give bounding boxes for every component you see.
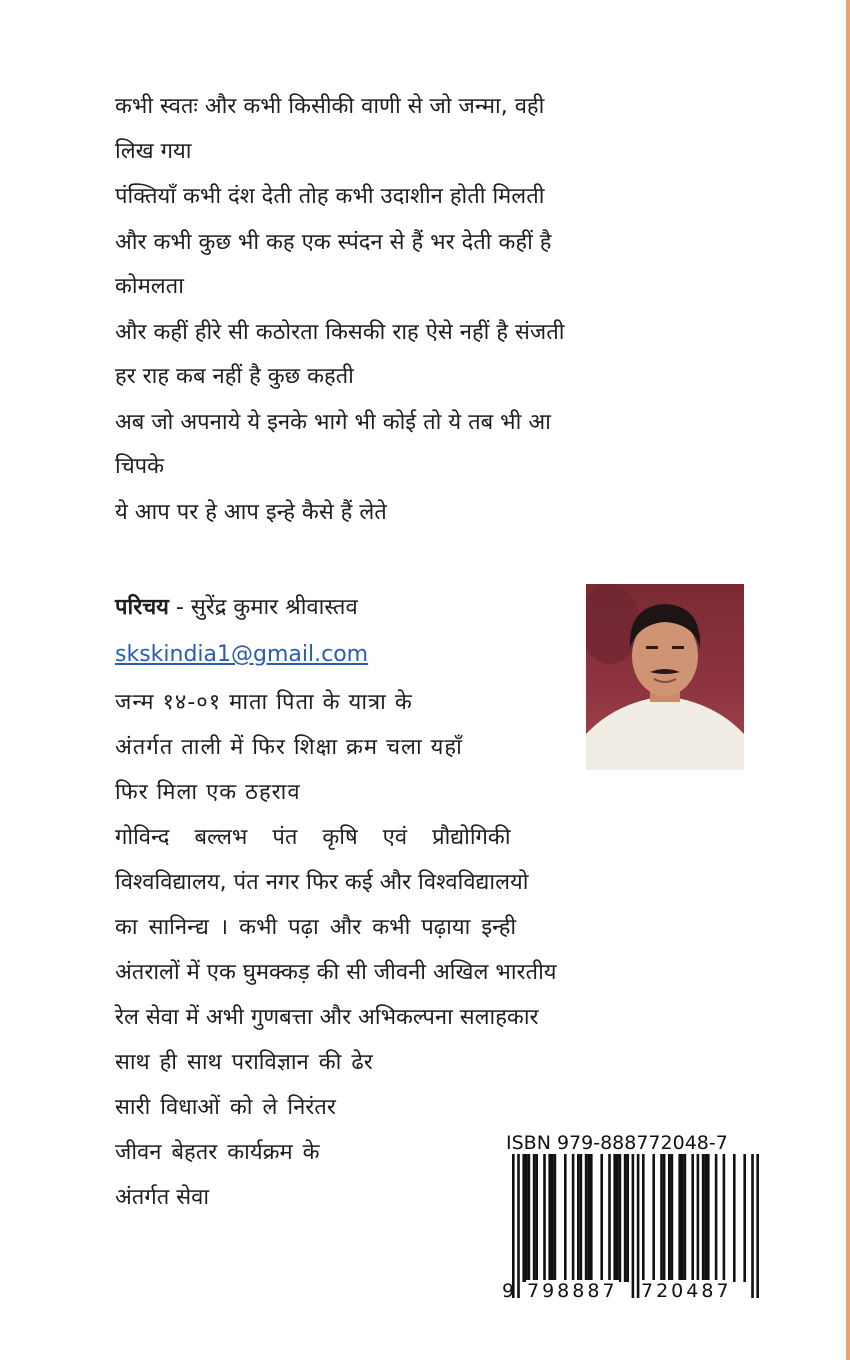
isbn-label: ISBN 979-888772048-7	[506, 1132, 728, 1154]
barcode-bar	[522, 1154, 525, 1282]
poem-line: हर राह कब नहीं है कुछ कहती	[115, 364, 354, 389]
barcode-digits-left: 798887	[527, 1280, 618, 1302]
bio-line: साथ ही साथ पराविज्ञान की ढेर	[115, 1050, 373, 1075]
barcode-bar	[585, 1154, 588, 1282]
barcode-bar	[681, 1154, 684, 1282]
barcode-bar	[751, 1154, 754, 1298]
barcode-bar	[600, 1154, 603, 1282]
barcode-bar	[671, 1154, 674, 1282]
intro-separator: -	[168, 595, 191, 620]
barcode-bar	[608, 1154, 611, 1282]
author-photo	[586, 584, 744, 770]
poem-line: कोमलता	[115, 274, 184, 299]
barcode-bar	[587, 1154, 590, 1282]
barcode-bar	[684, 1154, 687, 1282]
barcode-digits-right: 720487	[641, 1280, 732, 1302]
barcode-bar	[663, 1154, 666, 1282]
poem-line: और कहीं हीरे सी कठोरता किसकी राह ऐसे नहीं है संजती	[115, 320, 565, 345]
author-name: सुरेंद्र कुमार श्रीवास्तव	[190, 595, 358, 620]
barcode-bar	[613, 1154, 616, 1282]
poem-line: चिपके	[115, 454, 165, 479]
barcode-bar	[702, 1154, 705, 1282]
barcode-bar	[551, 1154, 554, 1282]
bio-line: विश्वविद्यालय, पंत नगर फिर कई और विश्वविद्यालयो	[115, 870, 529, 895]
barcode-bar	[733, 1154, 736, 1282]
barcode-bar	[619, 1154, 622, 1282]
barcode-bar	[533, 1154, 536, 1282]
barcode-bar	[616, 1154, 619, 1282]
poem-line: लिख गया	[115, 139, 192, 164]
barcode-bar	[528, 1154, 531, 1282]
barcode-digit-first: 9	[502, 1280, 515, 1302]
bio-line: जन्म १४-०१ माता पिता के यात्रा के	[115, 690, 413, 715]
barcode-bar	[590, 1154, 593, 1282]
barcode-bar	[704, 1154, 707, 1282]
barcode-bar	[652, 1154, 655, 1282]
bio-line: का सानिन्द्य । कभी पढ़ा और कभी पढ़ाया इन्ही	[115, 915, 517, 940]
bio-line: रेल सेवा में अभी गुणबत्ता और अभिकल्पना सलाहकार	[115, 1005, 539, 1030]
barcode-bar	[678, 1154, 681, 1282]
barcode-bar	[632, 1154, 635, 1298]
barcode-bar	[564, 1154, 567, 1282]
barcode-bar	[525, 1154, 528, 1282]
barcode-bar	[668, 1154, 671, 1282]
barcode-bar	[743, 1154, 746, 1282]
page-edge	[846, 0, 850, 1360]
barcode-bar	[756, 1154, 759, 1298]
barcode-bar	[691, 1154, 694, 1282]
bio-line: अंतर्गत सेवा	[115, 1185, 210, 1210]
barcode-bar	[554, 1154, 557, 1282]
isbn-barcode	[500, 1150, 762, 1300]
poem-line: पंक्तियाँ कभी दंश देती तोह कभी उदाशीन होती मिलती	[115, 184, 545, 209]
barcode-bar	[517, 1154, 520, 1298]
bio-line: अंतरालों में एक घुमक्कड़ की सी जीवनी अखिल भारतीय	[115, 960, 557, 985]
bio-line: जीवन बेहतर कार्यक्रम के	[115, 1140, 320, 1165]
barcode-bar	[512, 1154, 515, 1298]
barcode-bar	[697, 1154, 700, 1282]
barcode-bar	[715, 1154, 718, 1282]
bio-line: फिर मिला एक ठहराव	[115, 780, 301, 805]
poem-line: और कभी कुछ भी कह एक स्पंदन से हैं भर देती कहीं है	[115, 230, 552, 255]
barcode-bar	[543, 1154, 546, 1282]
author-email-link[interactable]: skskindia1@gmail.com	[115, 642, 369, 667]
barcode-bar	[548, 1154, 551, 1282]
bio-line: गोविन्द बल्लभ पंत कृषि एवं प्रौद्योगिकी	[115, 825, 511, 850]
barcode-bar	[642, 1154, 645, 1282]
bio-line: सारी विधाओं को ले निरंतर	[115, 1095, 336, 1120]
poem-line: कभी स्वतः और कभी किसीकी वाणी से जो जन्मा, वही	[115, 94, 545, 119]
author-intro	[115, 593, 358, 623]
barcode-bar	[707, 1154, 710, 1282]
barcode-bar	[723, 1154, 726, 1282]
barcode-bar	[637, 1154, 640, 1298]
barcode-bar	[577, 1154, 580, 1282]
barcode-bar	[626, 1154, 629, 1282]
barcode-bar	[535, 1154, 538, 1282]
barcode-bar	[660, 1154, 663, 1282]
poem-line: अब जो अपनाये ये इनके भागे भी कोई तो ये तब भी आ	[115, 410, 551, 435]
barcode-bar	[580, 1154, 583, 1282]
intro-label: परिचय	[115, 595, 169, 620]
barcode-bar	[572, 1154, 575, 1282]
barcode-bar	[624, 1154, 627, 1282]
bio-line: अंतर्गत ताली में फिर शिक्षा क्रम चला यहाँ	[115, 735, 463, 760]
poem-line: ये आप पर हे आप इन्हे कैसे हैं लेते	[115, 500, 387, 525]
